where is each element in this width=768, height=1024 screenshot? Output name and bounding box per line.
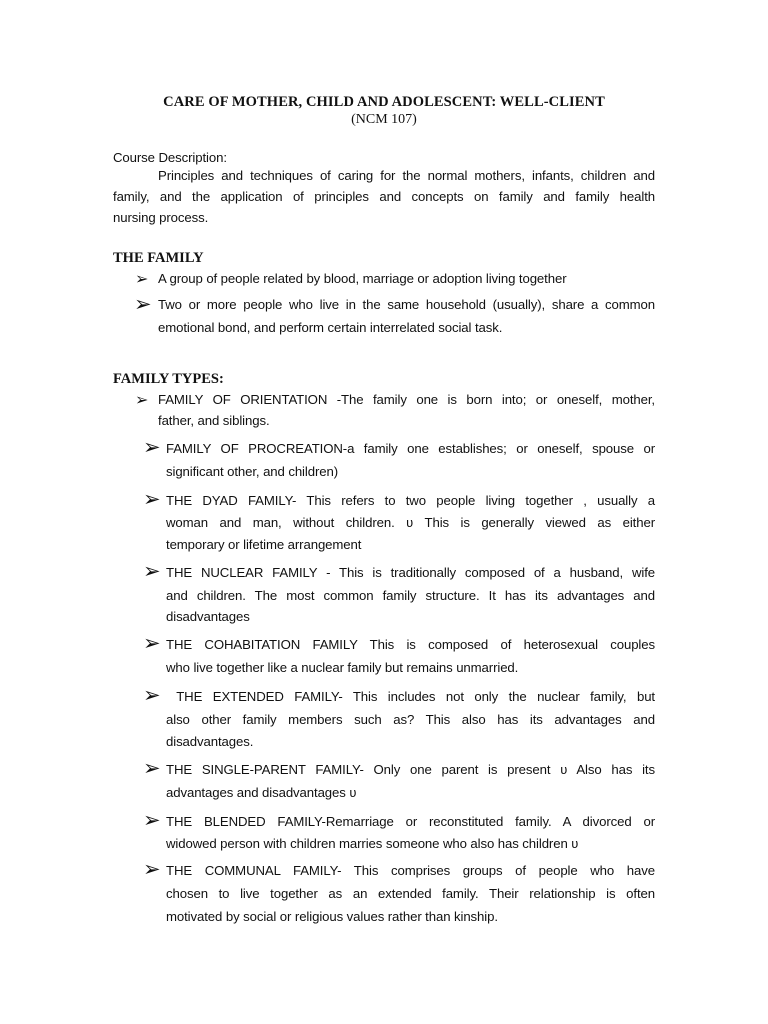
arrow-bullet-icon: ➢: [143, 808, 161, 832]
arrow-bullet-icon: ➢: [143, 683, 161, 707]
family-type-text: who live together like a nuclear family but remains unmarried.: [166, 660, 519, 675]
family-type-text: disadvantages: [166, 609, 250, 624]
family-type-text: also other family members such as? This also has its advantages and: [166, 712, 655, 727]
arrow-bullet-icon: ➢: [143, 857, 161, 881]
family-type-text: father, and siblings.: [158, 413, 270, 428]
family-type-text: THE COHABITATION FAMILY This is composed of heterosexual couples: [166, 637, 655, 652]
family-bullet-text: Two or more people who live in the same household (usually), share a common: [158, 297, 655, 312]
family-type-text: temporary or lifetime arrangement: [166, 537, 362, 552]
family-bullet-text: A group of people related by blood, marriage or adoption living together: [158, 271, 567, 286]
course-description-label: Course Description:: [113, 150, 227, 165]
arrow-bullet-icon: ➢: [143, 756, 161, 780]
family-type-text: THE NUCLEAR FAMILY - This is traditionally composed of a husband, wife: [166, 565, 655, 580]
arrow-bullet-icon: ➢: [143, 487, 161, 511]
family-bullet-text: emotional bond, and perform certain interrelated social task.: [158, 320, 503, 335]
course-description-line: family, and the application of principles and concepts on family and family health: [113, 189, 655, 204]
arrow-bullet-icon: ➢: [134, 292, 152, 316]
course-description-line: Principles and techniques of caring for the normal mothers, infants, children and: [158, 168, 655, 183]
family-type-text: FAMILY OF ORIENTATION -The family one is born into; or oneself, mother,: [158, 392, 655, 407]
family-type-text: woman and man, without children. ʋ This is generally viewed as either: [166, 515, 655, 530]
document-title: CARE OF MOTHER, CHILD AND ADOLESCENT: WELL-CLIENT: [163, 94, 605, 110]
arrow-bullet-icon: ➢: [143, 631, 161, 655]
family-type-text: THE COMMUNAL FAMILY- This comprises groups of people who have: [166, 863, 655, 878]
family-heading: THE FAMILY: [113, 250, 204, 266]
family-type-text: FAMILY OF PROCREATION-a family one establishes; or oneself, spouse or: [166, 441, 655, 456]
family-type-text: widowed person with children marries someone who also has children ʋ: [166, 836, 579, 851]
family-type-text: motivated by social or religious values rather than kinship.: [166, 909, 498, 924]
family-type-text: significant other, and children): [166, 464, 339, 479]
arrow-bullet-icon: ➢: [135, 390, 149, 409]
family-type-text: THE BLENDED FAMILY-Remarriage or reconstituted family. A divorced or: [166, 814, 655, 829]
family-type-text: advantages and disadvantages ʋ: [166, 785, 357, 800]
arrow-bullet-icon: ➢: [143, 435, 161, 459]
family-type-text: chosen to live together as an extended family. Their relationship is often: [166, 886, 655, 901]
arrow-bullet-icon: ➢: [135, 269, 149, 288]
arrow-bullet-icon: ➢: [143, 559, 161, 583]
family-type-text: and children. The most common family structure. It has its advantages and: [166, 588, 655, 603]
family-type-text: disadvantages.: [166, 734, 254, 749]
course-code: (NCM 107): [351, 112, 417, 127]
family-types-heading: FAMILY TYPES:: [113, 371, 224, 387]
family-type-text: THE SINGLE-PARENT FAMILY- Only one parent is present ʋ Also has its: [166, 762, 655, 777]
family-type-text: THE EXTENDED FAMILY- This includes not only the nuclear family, but: [166, 689, 655, 704]
course-description-line: nursing process.: [113, 210, 209, 225]
family-type-text: THE DYAD FAMILY- This refers to two people living together , usually a: [166, 493, 655, 508]
